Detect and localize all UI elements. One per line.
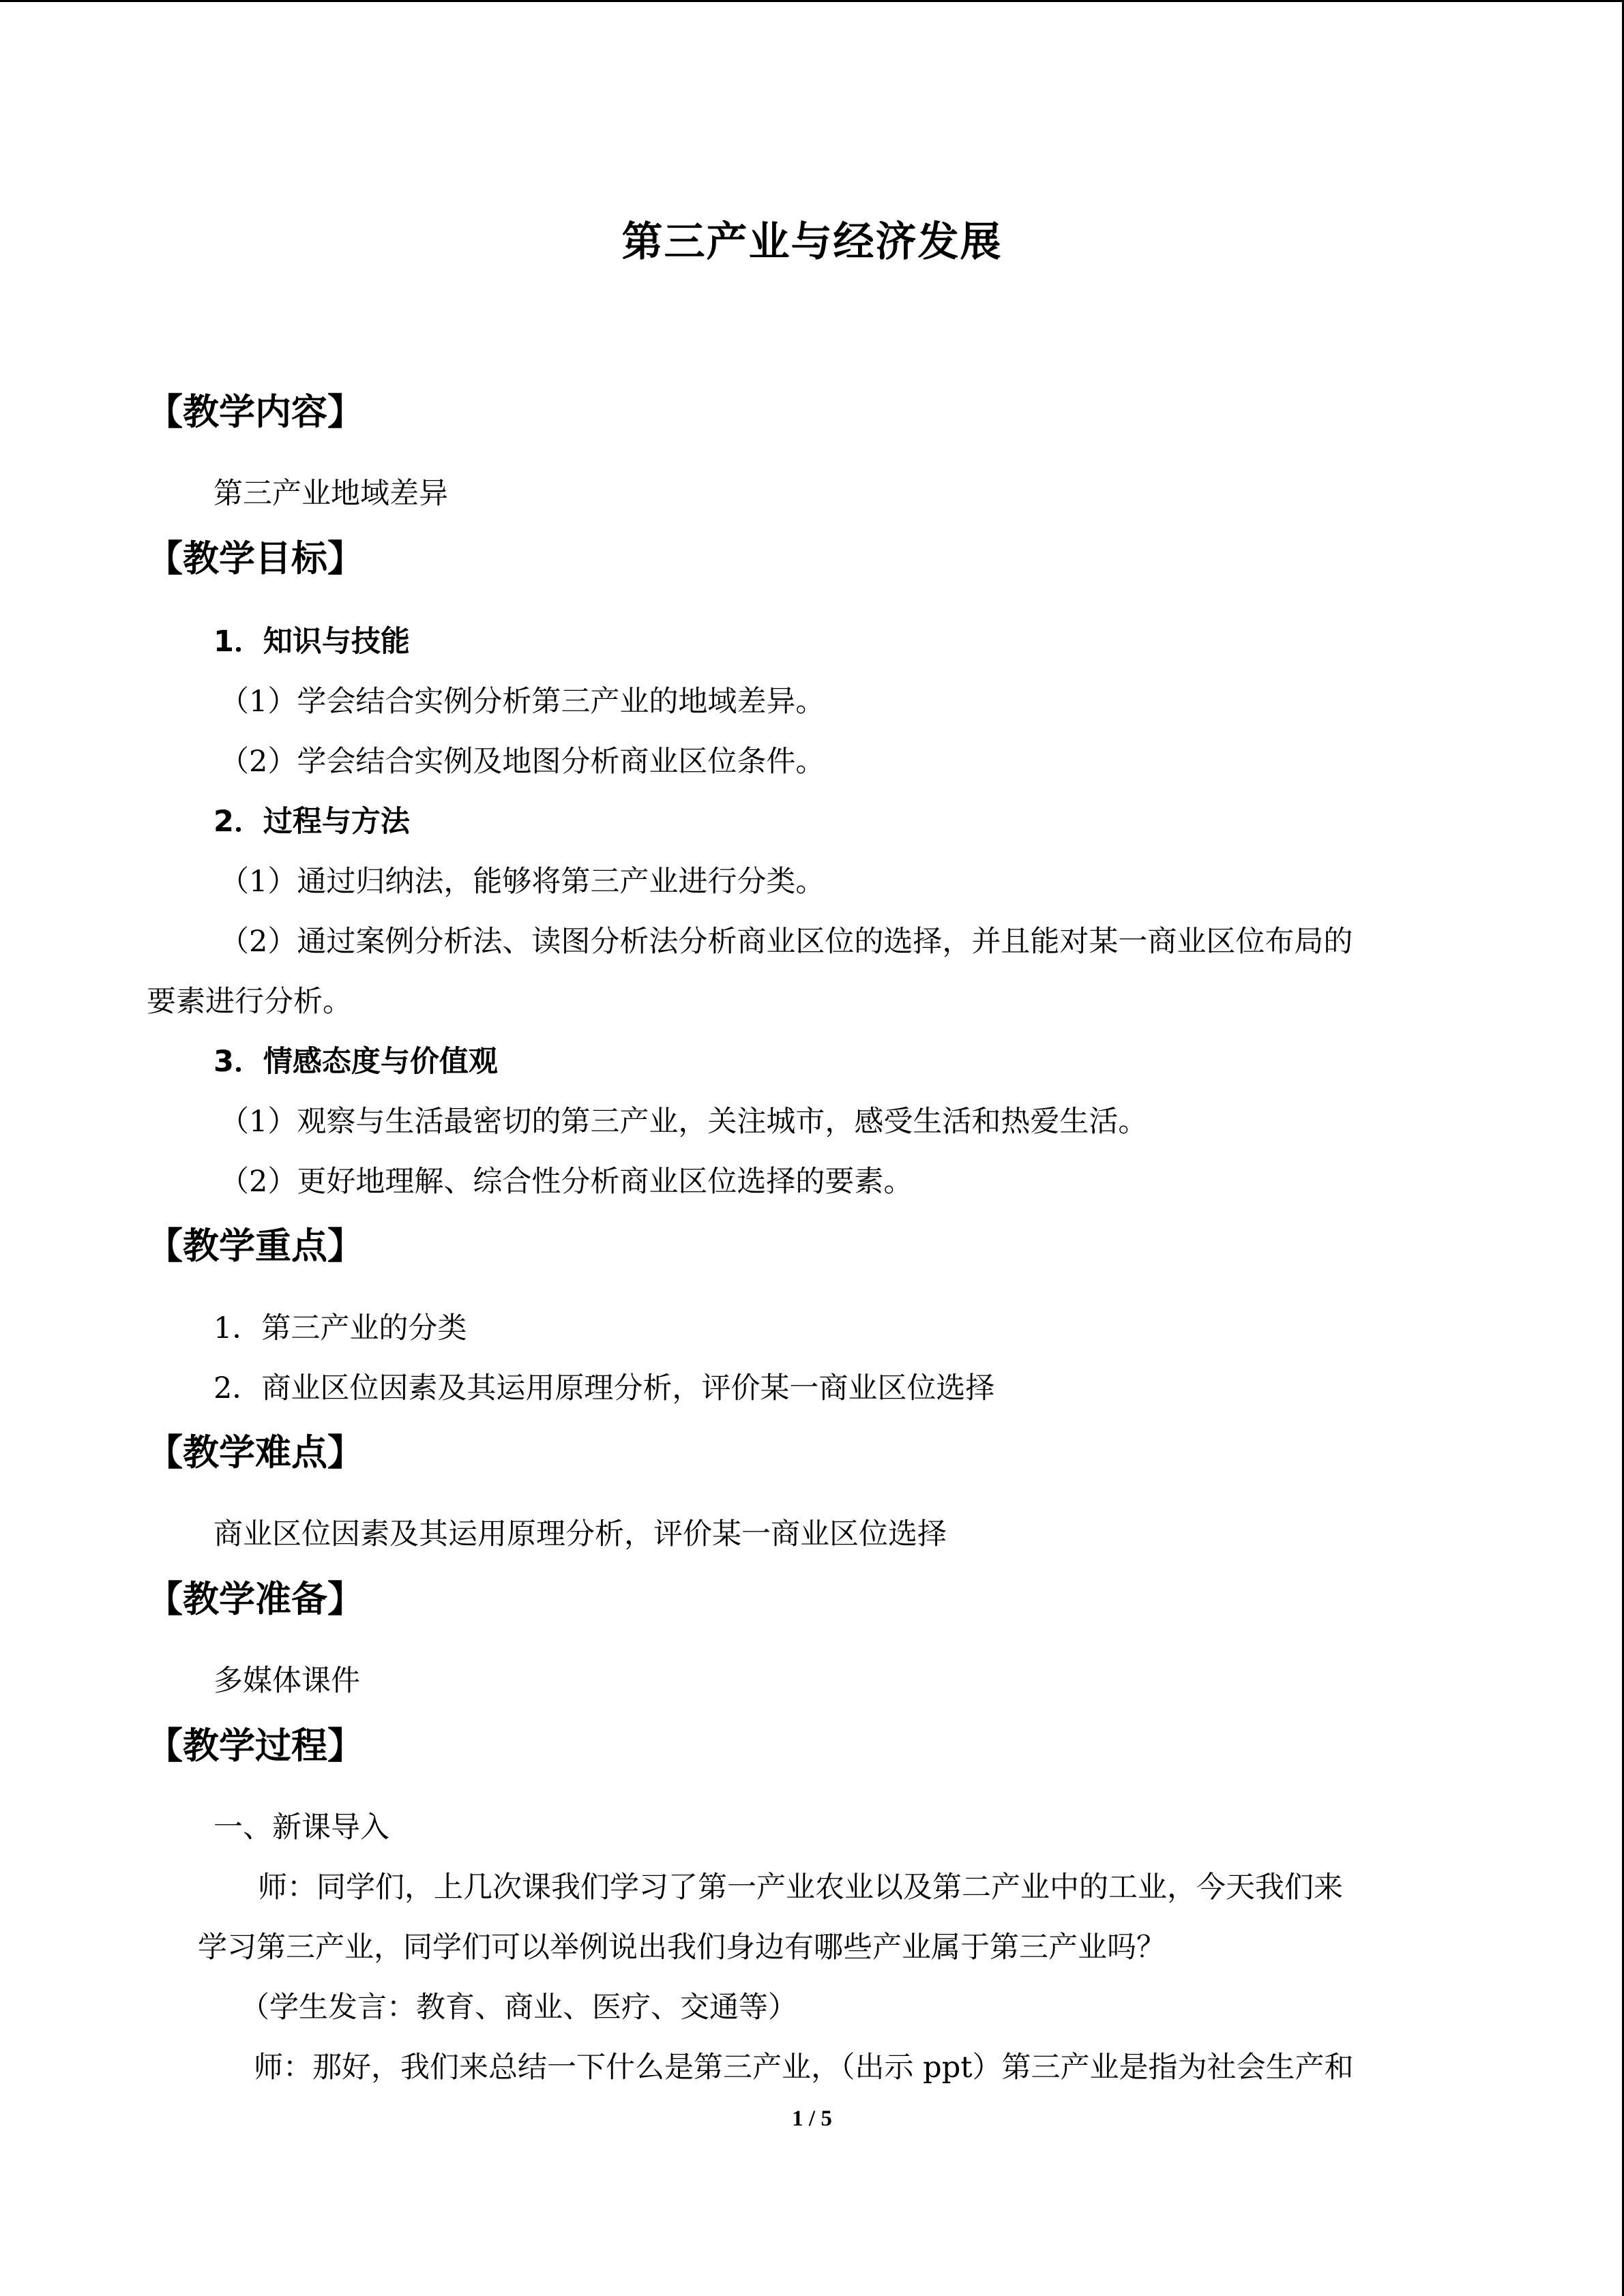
goals-sub2-title: 2．过程与方法 xyxy=(213,805,410,839)
goals-sub1-item2: （2）学会结合实例及地图分析商业区位条件。 xyxy=(220,745,825,779)
key-points-item2: 2．商业区位因素及其运用原理分析，评价某一商业区位选择 xyxy=(213,1371,995,1405)
section-heading-process: 【教学过程】 xyxy=(147,1725,364,1767)
goals-sub3-item1: （1）观察与生活最密切的第三产业，关注城市，感受生活和热爱生活。 xyxy=(220,1105,1148,1139)
key-points-item1: 1．第三产业的分类 xyxy=(213,1311,467,1345)
section-heading-key-points: 【教学重点】 xyxy=(147,1225,364,1267)
goals-sub1-item1: （1）学会结合实例分析第三产业的地域差异。 xyxy=(220,685,825,719)
process-para2: （学生发言：教育、商业、医疗、交通等） xyxy=(240,1991,797,2025)
goals-sub2-item1: （1）通过归纳法，能够将第三产业进行分类。 xyxy=(220,865,825,899)
process-step1-title: 一、新课导入 xyxy=(213,1810,389,1845)
page-number: 1 / 5 xyxy=(792,2106,832,2131)
process-para1-line1: 师：同学们，上几次课我们学习了第一产业农业以及第二产业中的工业，今天我们来 xyxy=(258,1870,1343,1905)
process-para3: 师：那好，我们来总结一下什么是第三产业，（出示 ppt）第三产业是指为社会生产和 xyxy=(254,2051,1354,2085)
goals-sub2-item2-line2: 要素进行分析。 xyxy=(147,985,352,1019)
section-heading-difficulties: 【教学难点】 xyxy=(147,1432,364,1474)
goals-sub3-title: 3．情感态度与价值观 xyxy=(213,1045,498,1079)
process-para1-line2: 学习第三产业，同学们可以举例说出我们身边有哪些产业属于第三产业吗？ xyxy=(198,1930,1166,1965)
goals-sub1-title: 1．知识与技能 xyxy=(213,625,410,659)
goals-sub3-item2: （2）更好地理解、综合性分析商业区位选择的要素。 xyxy=(220,1165,913,1199)
content-text: 第三产业地域差异 xyxy=(213,477,448,511)
top-border-line xyxy=(0,0,1624,2)
section-heading-preparation: 【教学准备】 xyxy=(147,1579,364,1620)
preparation-text: 多媒体课件 xyxy=(213,1664,360,1698)
difficulties-text: 商业区位因素及其运用原理分析，评价某一商业区位选择 xyxy=(213,1517,947,1551)
goals-sub2-item2-line1: （2）通过案例分析法、读图分析法分析商业区位的选择，并且能对某一商业区位布局的 xyxy=(220,925,1353,959)
section-heading-content: 【教学内容】 xyxy=(147,391,364,433)
document-title: 第三产业与经济发展 xyxy=(621,218,1003,266)
section-heading-goals: 【教学目标】 xyxy=(147,538,364,580)
